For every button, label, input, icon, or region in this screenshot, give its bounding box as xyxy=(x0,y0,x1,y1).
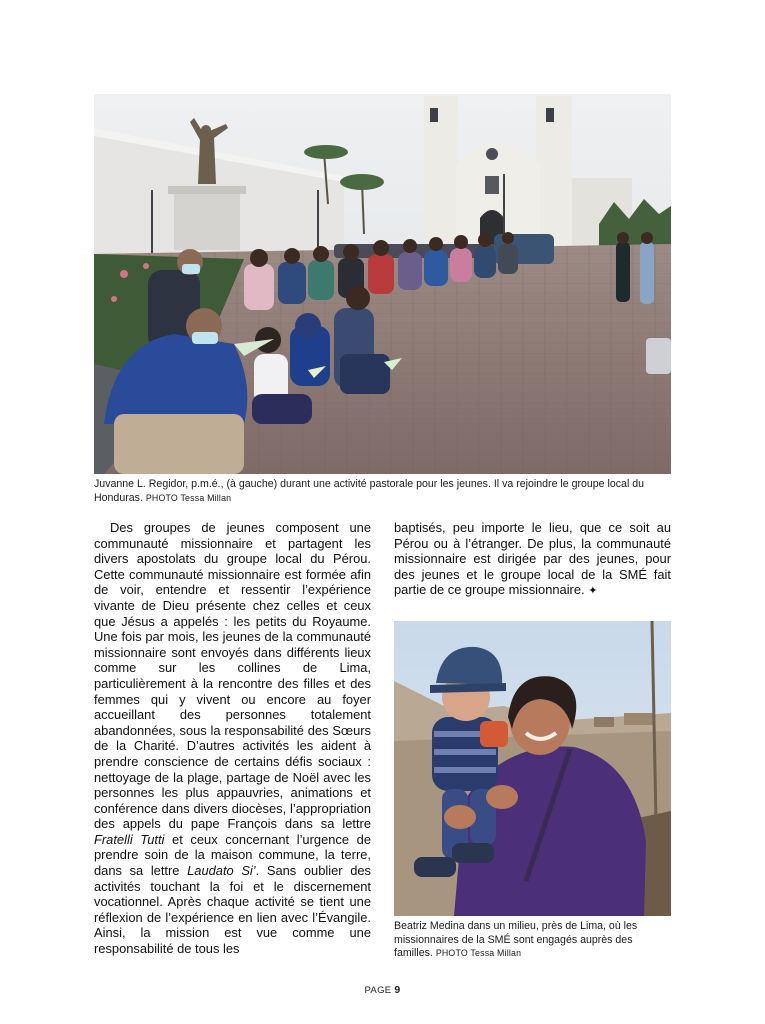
article-paragraph xyxy=(394,520,671,600)
article-column-left xyxy=(94,520,371,957)
page-number-value: 9 xyxy=(394,984,401,996)
photo-caption-church-plaza xyxy=(94,478,671,505)
photo-church-plaza-illustration xyxy=(94,94,671,474)
paragraph-text: Des groupes de jeunes composent une communauté missionnaire et partagent les divers apostolats du groupe local du Pérou. Cette communauté missionnaire est formée afin de voir, entendre et ressentir l’expérience vivante de Dieu présente chez celles et ceux que Jésus a appelés : les petits du Royaume. Une fois par mois, les jeunes de la communauté missionnaire sont envoyés dans différents lieux comme sur les collines de Lima, particulièrement à la rencontre des filles et des femmes qui y vivent ou encore au foyer accueillant des personnes totalement abandonnées, sous la responsabilité des Sœurs de la Charité. D’autres activités les aident à prendre conscience de certains défis sociaux : nettoyage de la plage, partage de Noël avec les personnes les plus appauvries, animations et conférence dans divers diocèses, l’appropriation des appels du pape François dans sa lettre xyxy=(94,520,371,832)
photo-woman-child-illustration xyxy=(394,621,671,916)
paragraph-text: et ceux concernant l’urgence de prendre soin de la maison commune, la terre, dans sa lettre xyxy=(94,831,371,879)
article-column-right xyxy=(394,520,671,600)
page-number xyxy=(0,984,765,996)
paragraph-text: . Sans oublier des activités touchant la foi et le discernement vocationnel. Après chaque activité se tient une réflexion de l’expérience en lien avec l’Évangile. Ainsi, la mission est vue comme une responsabilité de tous les xyxy=(94,863,371,957)
article-paragraph xyxy=(94,520,371,957)
paragraph-text: baptisés, peu importe le lieu, que ce soit au Pérou ou à l’étranger. De plus, la communauté missionnaire est dirigée par des jeunes, pour des jeunes et le groupe local de la SMÉ fait partie de ce groupe missionnaire. xyxy=(394,520,671,598)
photo-caption-woman-child xyxy=(394,920,671,961)
caption-text: Beatriz Medina dans un milieu, près de Lima, où les missionnaires de la SMÉ sont engagés auprès des familles. xyxy=(394,920,638,959)
photo-credit: PHOTO Tessa Millan xyxy=(435,948,522,958)
end-of-article-mark: ✦ xyxy=(588,585,598,598)
photo-woman-holding-child xyxy=(394,621,671,916)
page-label: PAGE xyxy=(364,985,392,996)
photo-credit: PHOTO Tessa Millan xyxy=(145,492,232,503)
document-title-laudato-si: Laudato Si’ xyxy=(187,863,256,879)
photo-church-plaza-youth xyxy=(94,94,671,474)
document-title-fratelli-tutti: Fratelli Tutti xyxy=(94,831,165,847)
caption-text: Juvanne L. Regidor, p.m.é., (à gauche) durant une activité pastorale pour les jeunes. Il va rejoindre le groupe local du Honduras. xyxy=(94,478,645,504)
